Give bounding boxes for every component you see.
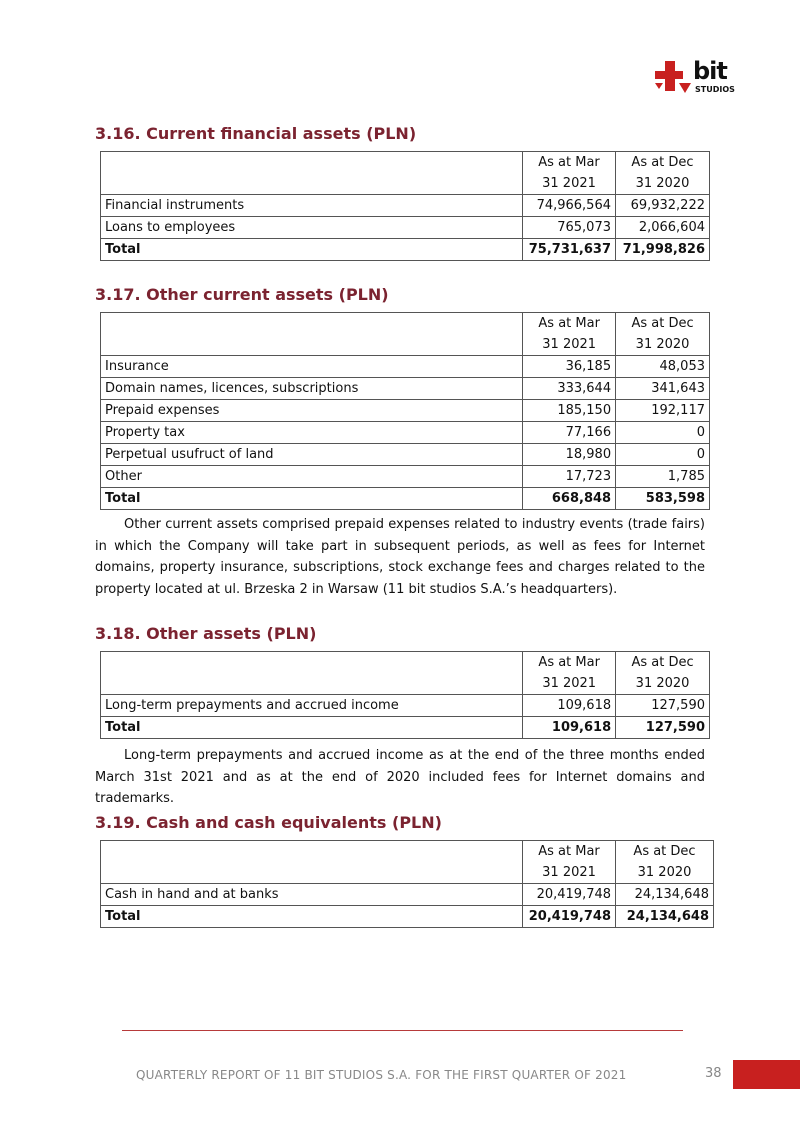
total-value-dec: 24,134,648: [616, 906, 714, 928]
table-row: [101, 356, 710, 378]
footer-report-title: QUARTERLY REPORT OF 11 BIT STUDIOS S.A. FOR THE FIRST QUARTER OF 2021: [136, 1068, 627, 1082]
row-label: Insurance: [101, 356, 523, 378]
table-total-row: [101, 488, 710, 510]
table-total-row: [101, 239, 710, 261]
logo-brand-text: bit: [693, 57, 727, 85]
other-current-assets-table: [100, 312, 710, 510]
logo-sub-text: STUDIOS: [695, 85, 735, 94]
row-value-dec: 69,932,222: [616, 195, 710, 217]
row-value-dec: 0: [616, 422, 710, 444]
table-header-row: [101, 841, 714, 884]
company-logo: [655, 57, 737, 99]
row-label: Domain names, licences, subscriptions: [101, 378, 523, 400]
header-cell-dec: As at Dec 31 2020: [616, 841, 714, 884]
table-row: [101, 217, 710, 239]
table-row: [101, 400, 710, 422]
row-value-mar: 17,723: [523, 466, 616, 488]
header-blank-cell: [101, 313, 523, 356]
row-value-mar: 765,073: [523, 217, 616, 239]
row-label: Loans to employees: [101, 217, 523, 239]
table-row: [101, 466, 710, 488]
section-title-other-assets: 3.18. Other assets (PLN): [95, 624, 317, 643]
page-number: 38: [705, 1066, 722, 1081]
current-financial-assets-table: [100, 151, 710, 261]
section-title-current-financial-assets: 3.16. Current financial assets (PLN): [95, 124, 417, 143]
total-label: Total: [101, 717, 523, 739]
header-cell-mar: As at Mar 31 2021: [523, 652, 616, 695]
header-blank-cell: [101, 841, 523, 884]
table-total-row: [101, 906, 714, 928]
total-value-mar: 20,419,748: [523, 906, 616, 928]
row-label: Perpetual usufruct of land: [101, 444, 523, 466]
row-value-mar: 333,644: [523, 378, 616, 400]
table-header-row: [101, 152, 710, 195]
total-label: Total: [101, 488, 523, 510]
total-value-mar: 75,731,637: [523, 239, 616, 261]
row-value-dec: 192,117: [616, 400, 710, 422]
row-value-dec: 2,066,604: [616, 217, 710, 239]
row-value-dec: 0: [616, 444, 710, 466]
other-assets-note: Long-term prepayments and accrued income as at the end of the three months ended March 31st 2021 and as at the end of 2020 included fees for Internet domains and trademarks.: [95, 748, 705, 806]
row-value-dec: 48,053: [616, 356, 710, 378]
section-title-other-current-assets: 3.17. Other current assets (PLN): [95, 285, 389, 304]
header-blank-cell: [101, 652, 523, 695]
row-label: Long-term prepayments and accrued income: [101, 695, 523, 717]
total-label: Total: [101, 906, 523, 928]
table-header-row: [101, 313, 710, 356]
row-value-mar: 74,966,564: [523, 195, 616, 217]
row-value-dec: 24,134,648: [616, 884, 714, 906]
table-row: [101, 195, 710, 217]
cash-equivalents-table: [100, 840, 714, 928]
row-label: Other: [101, 466, 523, 488]
table-row: [101, 444, 710, 466]
table-row: [101, 378, 710, 400]
row-value-mar: 77,166: [523, 422, 616, 444]
row-value-mar: 36,185: [523, 356, 616, 378]
row-value-mar: 20,419,748: [523, 884, 616, 906]
header-cell-dec: As at Dec 31 2020: [616, 313, 710, 356]
row-label: Property tax: [101, 422, 523, 444]
table-header-row: [101, 652, 710, 695]
row-label: Financial instruments: [101, 195, 523, 217]
total-value-mar: 109,618: [523, 717, 616, 739]
total-value-dec: 71,998,826: [616, 239, 710, 261]
total-value-dec: 127,590: [616, 717, 710, 739]
total-label: Total: [101, 239, 523, 261]
header-cell-mar: As at Mar 31 2021: [523, 841, 616, 884]
footer-accent-bar: [733, 1060, 800, 1089]
section-title-cash-and-cash-equivalents: 3.19. Cash and cash equivalents (PLN): [95, 813, 442, 832]
header-blank-cell: [101, 152, 523, 195]
table-row: [101, 422, 710, 444]
total-value-mar: 668,848: [523, 488, 616, 510]
row-label: Cash in hand and at banks: [101, 884, 523, 906]
header-cell-mar: As at Mar 31 2021: [523, 152, 616, 195]
row-value-dec: 341,643: [616, 378, 710, 400]
total-value-dec: 583,598: [616, 488, 710, 510]
table-row: [101, 695, 710, 717]
header-cell-mar: As at Mar 31 2021: [523, 313, 616, 356]
header-cell-dec: As at Dec 31 2020: [616, 152, 710, 195]
other-assets-table: [100, 651, 710, 739]
row-value-dec: 127,590: [616, 695, 710, 717]
logo-mark-icon: [655, 61, 691, 97]
other-current-assets-note: Other current assets comprised prepaid expenses related to industry events (trade fairs) in which the Company will take part in subsequent periods, as well as fees for Internet domains, property insurance, subscriptions, stock exchange fees and charges related to the property located at ul. Brzeska 2 in Warsaw (11 bit studios S.A.’s headquarters).: [95, 517, 705, 597]
table-total-row: [101, 717, 710, 739]
footer-divider: [122, 1030, 683, 1031]
row-label: Prepaid expenses: [101, 400, 523, 422]
header-cell-dec: As at Dec 31 2020: [616, 652, 710, 695]
row-value-mar: 18,980: [523, 444, 616, 466]
row-value-mar: 109,618: [523, 695, 616, 717]
table-row: [101, 884, 714, 906]
row-value-dec: 1,785: [616, 466, 710, 488]
row-value-mar: 185,150: [523, 400, 616, 422]
